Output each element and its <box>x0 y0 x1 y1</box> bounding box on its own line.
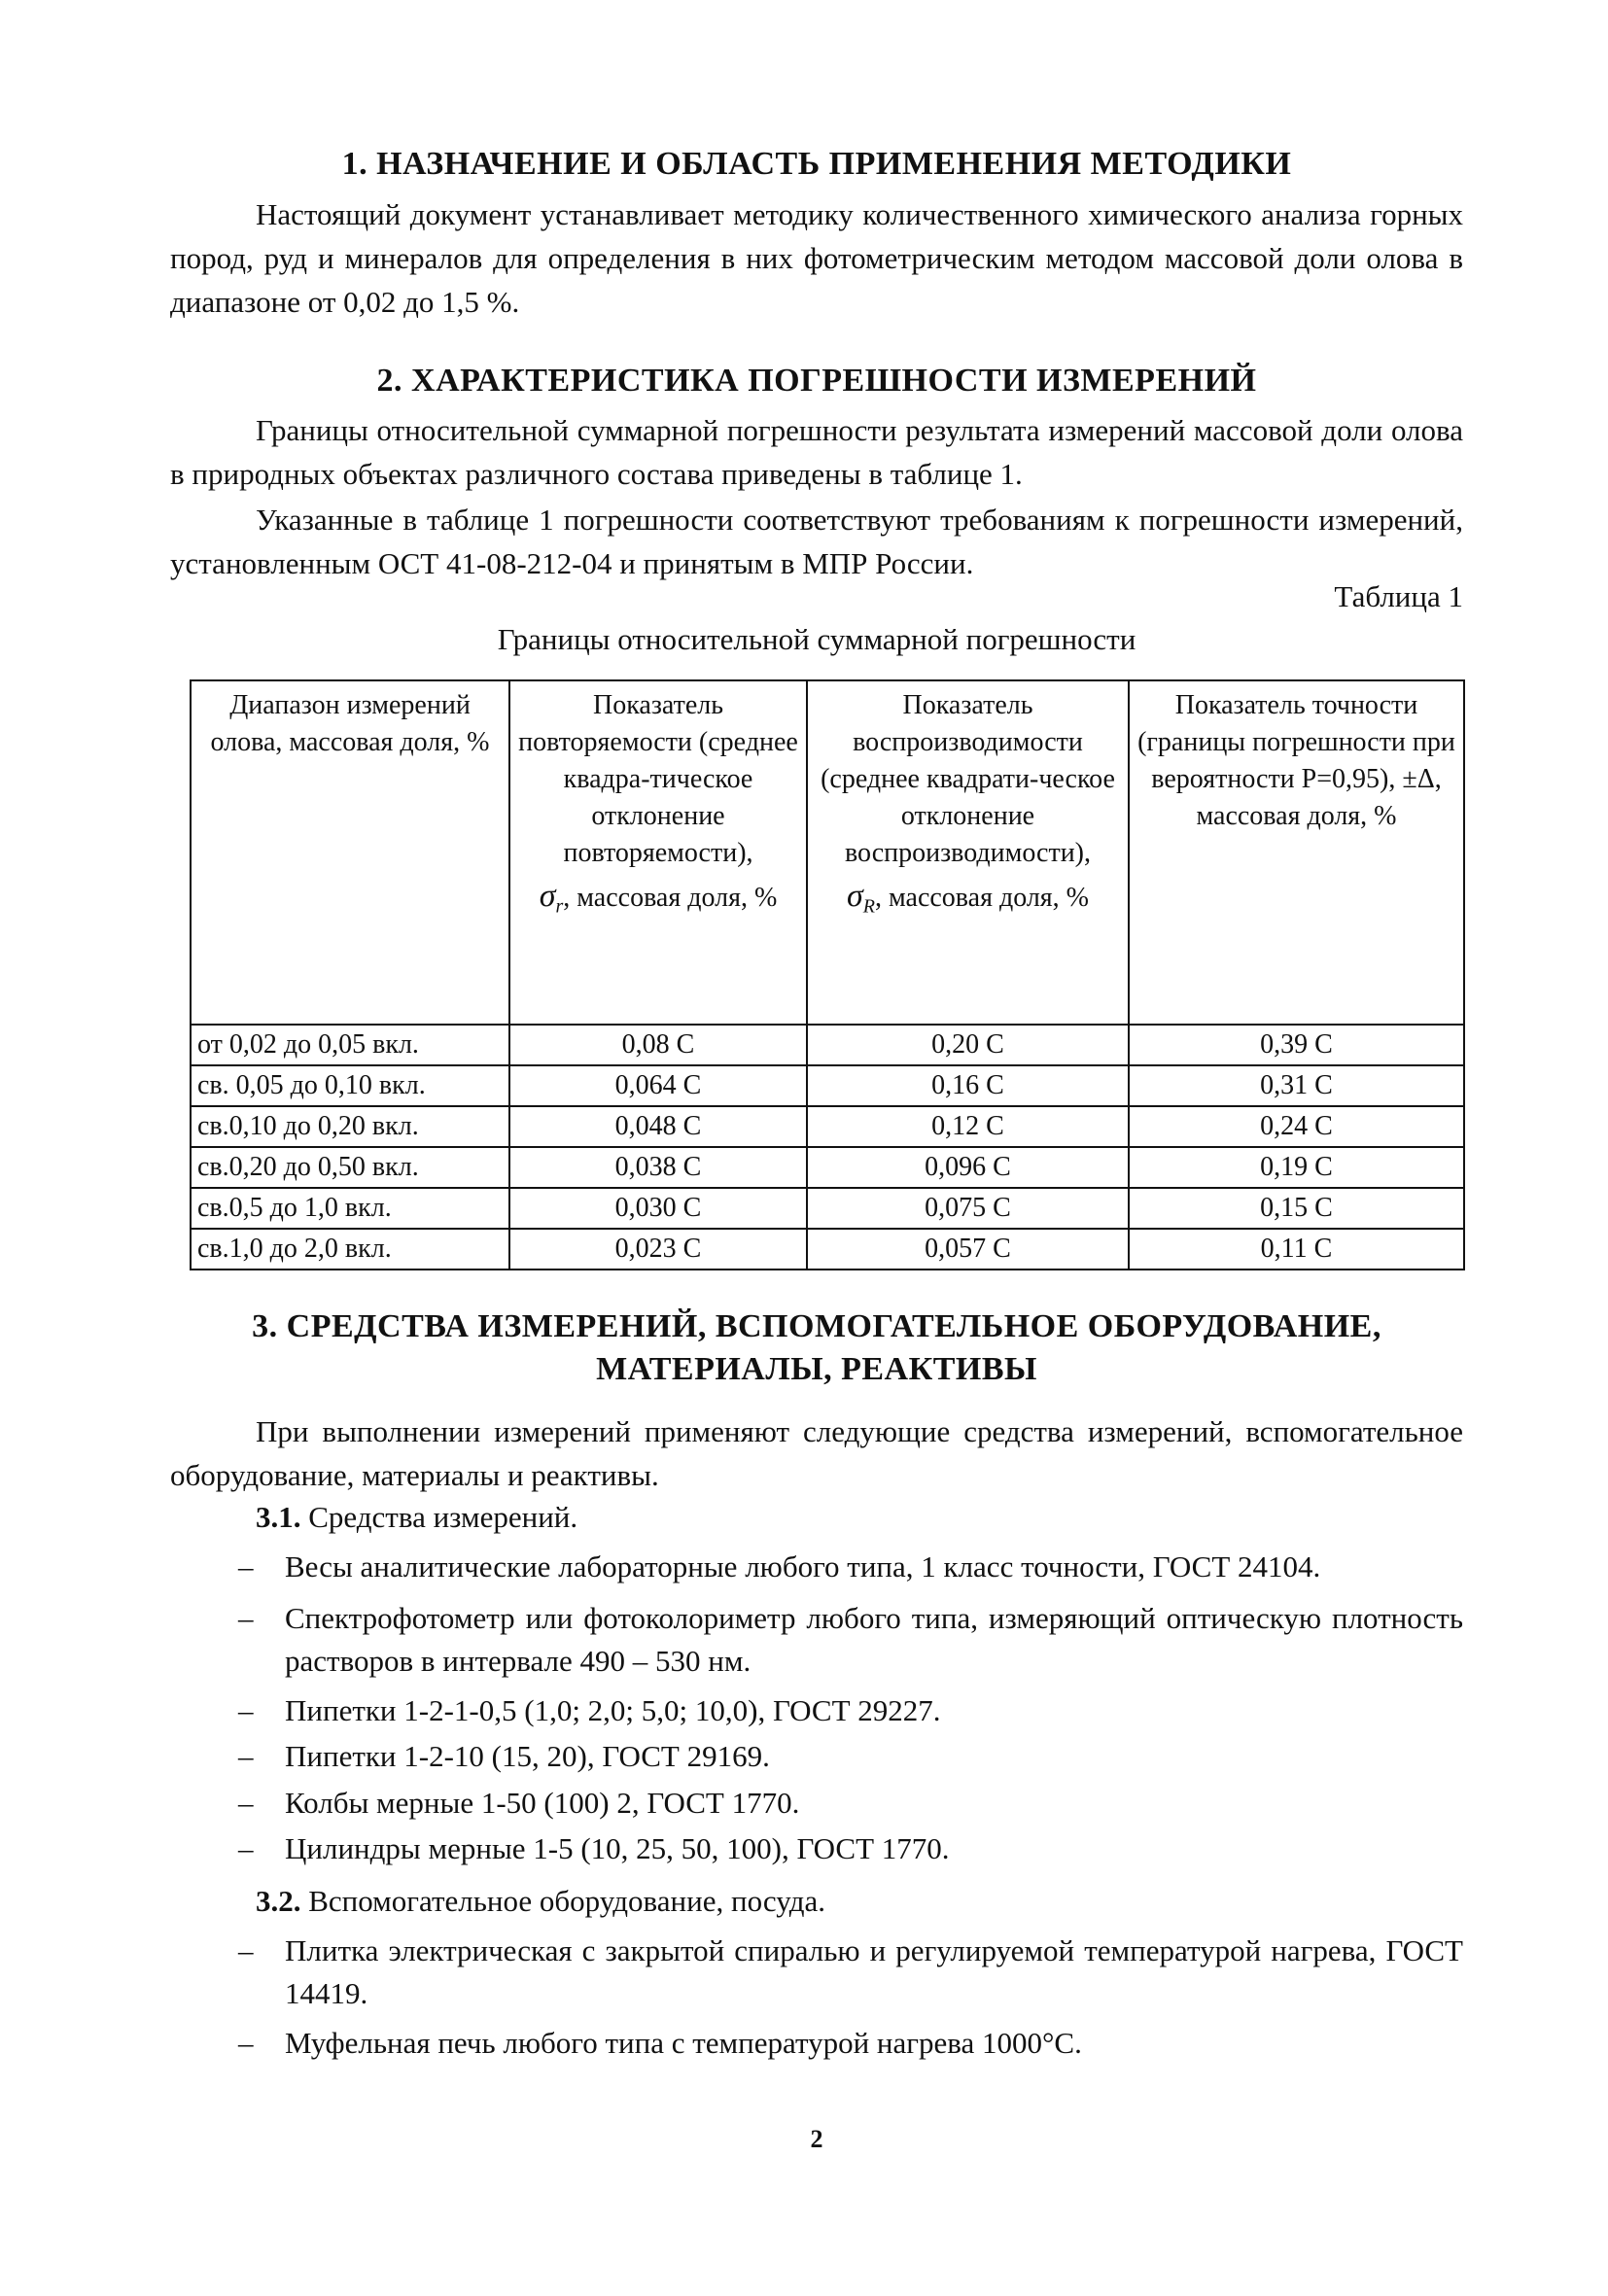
subsection-3-2-heading: 3.2. Вспомогательное оборудование, посуда. <box>256 1884 826 1918</box>
cell-range: св.0,20 до 0,50 вкл. <box>191 1147 509 1188</box>
section-2-paragraph-2: Указанные в таблице 1 погрешности соответствуют требованиям к погрешности измерений, установленным ОСТ 41-08-212-04 и принятым в МПР России. <box>170 503 1463 580</box>
table-row <box>191 1025 1464 1065</box>
section-3-title-line-2: МАТЕРИАЛЫ, РЕАКТИВЫ <box>596 1351 1037 1387</box>
list-item: – Пипетки 1-2-1-0,5 (1,0; 2,0; 5,0; 10,0), ГОСТ 29227. <box>238 1693 941 1727</box>
cell-reproducibility: 0,057 С <box>807 1229 1129 1270</box>
cell-repeatability: 0,048 С <box>509 1106 807 1147</box>
cell-range: св.1,0 до 2,0 вкл. <box>191 1229 509 1270</box>
cell-repeatability: 0,08 С <box>509 1025 807 1065</box>
cell-accuracy: 0,31 С <box>1129 1065 1464 1106</box>
list-item: – Спектрофотометр или фотоколориметр любого типа, измеряющий оптическую плотность растворов в интервале 490 – 530 нм. <box>238 1601 1463 1678</box>
cell-accuracy: 0,39 С <box>1129 1025 1464 1065</box>
section-1-text: Настоящий документ устанавливает методику количественного химического анализа горных пород, руд и минералов для определения в них фотометрическим методом массовой доли олова в диапазоне от 0,02 до 1,5 %. <box>170 197 1463 319</box>
table-row <box>191 1229 1464 1270</box>
cell-accuracy: 0,19 С <box>1129 1147 1464 1188</box>
error-table <box>190 679 1465 1270</box>
cell-reproducibility: 0,16 С <box>807 1065 1129 1106</box>
subsection-3-1-heading: 3.1. Средства измерений. <box>256 1500 578 1534</box>
cell-range: св.0,10 до 0,20 вкл. <box>191 1106 509 1147</box>
list-item: – Весы аналитические лабораторные любого типа, 1 класс точности, ГОСТ 24104. <box>238 1549 1321 1583</box>
header-reproducibility: Показатель воспроизводимости (среднее квадрати-ческое отклонение воспроизводимости), $\sigma_R$, массовая доля, % <box>807 680 1129 1025</box>
section-1-title: 1. НАЗНАЧЕНИЕ И ОБЛАСТЬ ПРИМЕНЕНИЯ МЕТОДИКИ <box>341 146 1292 182</box>
cell-accuracy: 0,15 С <box>1129 1188 1464 1229</box>
table-row <box>191 1147 1464 1188</box>
table-header-row <box>191 680 1464 1025</box>
cell-range: св.0,5 до 1,0 вкл. <box>191 1188 509 1229</box>
list-item: – Цилиндры мерные 1-5 (10, 25, 50, 100), ГОСТ 1770. <box>238 1831 950 1865</box>
cell-repeatability: 0,030 С <box>509 1188 807 1229</box>
header-range: Диапазон измерений олова, массовая доля, % <box>191 680 509 1025</box>
table-label: Таблица 1 <box>1334 579 1463 613</box>
section-2-paragraph-1: Границы относительной суммарной погрешности результата измерений массовой доли олова в природных объектах различного состава приведены в таблице 1. <box>170 413 1463 491</box>
header-repeatability: Показатель повторяемости (среднее квадра-тическое отклонение повторяемости), $\sigma_r$, массовая доля, % <box>509 680 807 1025</box>
cell-accuracy: 0,11 С <box>1129 1229 1464 1270</box>
cell-range: св. 0,05 до 0,10 вкл. <box>191 1065 509 1106</box>
list-item: – Колбы мерные 1-50 (100) 2, ГОСТ 1770. <box>238 1786 800 1820</box>
cell-repeatability: 0,023 С <box>509 1229 807 1270</box>
page-number: 2 <box>810 2125 823 2153</box>
list-item: – Муфельная печь любого типа с температурой нагрева 1000°С. <box>238 2026 1082 2060</box>
table-row <box>191 1065 1464 1106</box>
table-row <box>191 1106 1464 1147</box>
cell-reproducibility: 0,12 С <box>807 1106 1129 1147</box>
cell-reproducibility: 0,096 С <box>807 1147 1129 1188</box>
section-3-intro: При выполнении измерений применяют следующие средства измерений, вспомогательное оборудование, материалы и реактивы. <box>170 1414 1463 1492</box>
header-accuracy: Показатель точности (границы погрешности при вероятности Р=0,95), ±Δ, массовая доля, % <box>1129 680 1464 1025</box>
cell-accuracy: 0,24 С <box>1129 1106 1464 1147</box>
section-2-title: 2. ХАРАКТЕРИСТИКА ПОГРЕШНОСТИ ИЗМЕРЕНИЙ <box>376 363 1257 399</box>
list-item: – Плитка электрическая с закрытой спиралью и регулируемой температурой нагрева, ГОСТ 14419. <box>238 1933 1463 2010</box>
table-row <box>191 1188 1464 1229</box>
cell-range: от 0,02 до 0,05 вкл. <box>191 1025 509 1065</box>
cell-reproducibility: 0,075 С <box>807 1188 1129 1229</box>
list-item: – Пипетки 1-2-10 (15, 20), ГОСТ 29169. <box>238 1739 770 1773</box>
section-3-title-line-1: 3. СРЕДСТВА ИЗМЕРЕНИЙ, ВСПОМОГАТЕЛЬНОЕ ОБОРУДОВАНИЕ, <box>252 1308 1381 1344</box>
cell-repeatability: 0,064 С <box>509 1065 807 1106</box>
sigma-r-symbol: σ <box>539 878 556 914</box>
cell-reproducibility: 0,20 С <box>807 1025 1129 1065</box>
sigma-R-symbol: σ <box>846 878 863 914</box>
table-caption: Границы относительной суммарной погрешности <box>497 622 1136 656</box>
cell-repeatability: 0,038 С <box>509 1147 807 1188</box>
